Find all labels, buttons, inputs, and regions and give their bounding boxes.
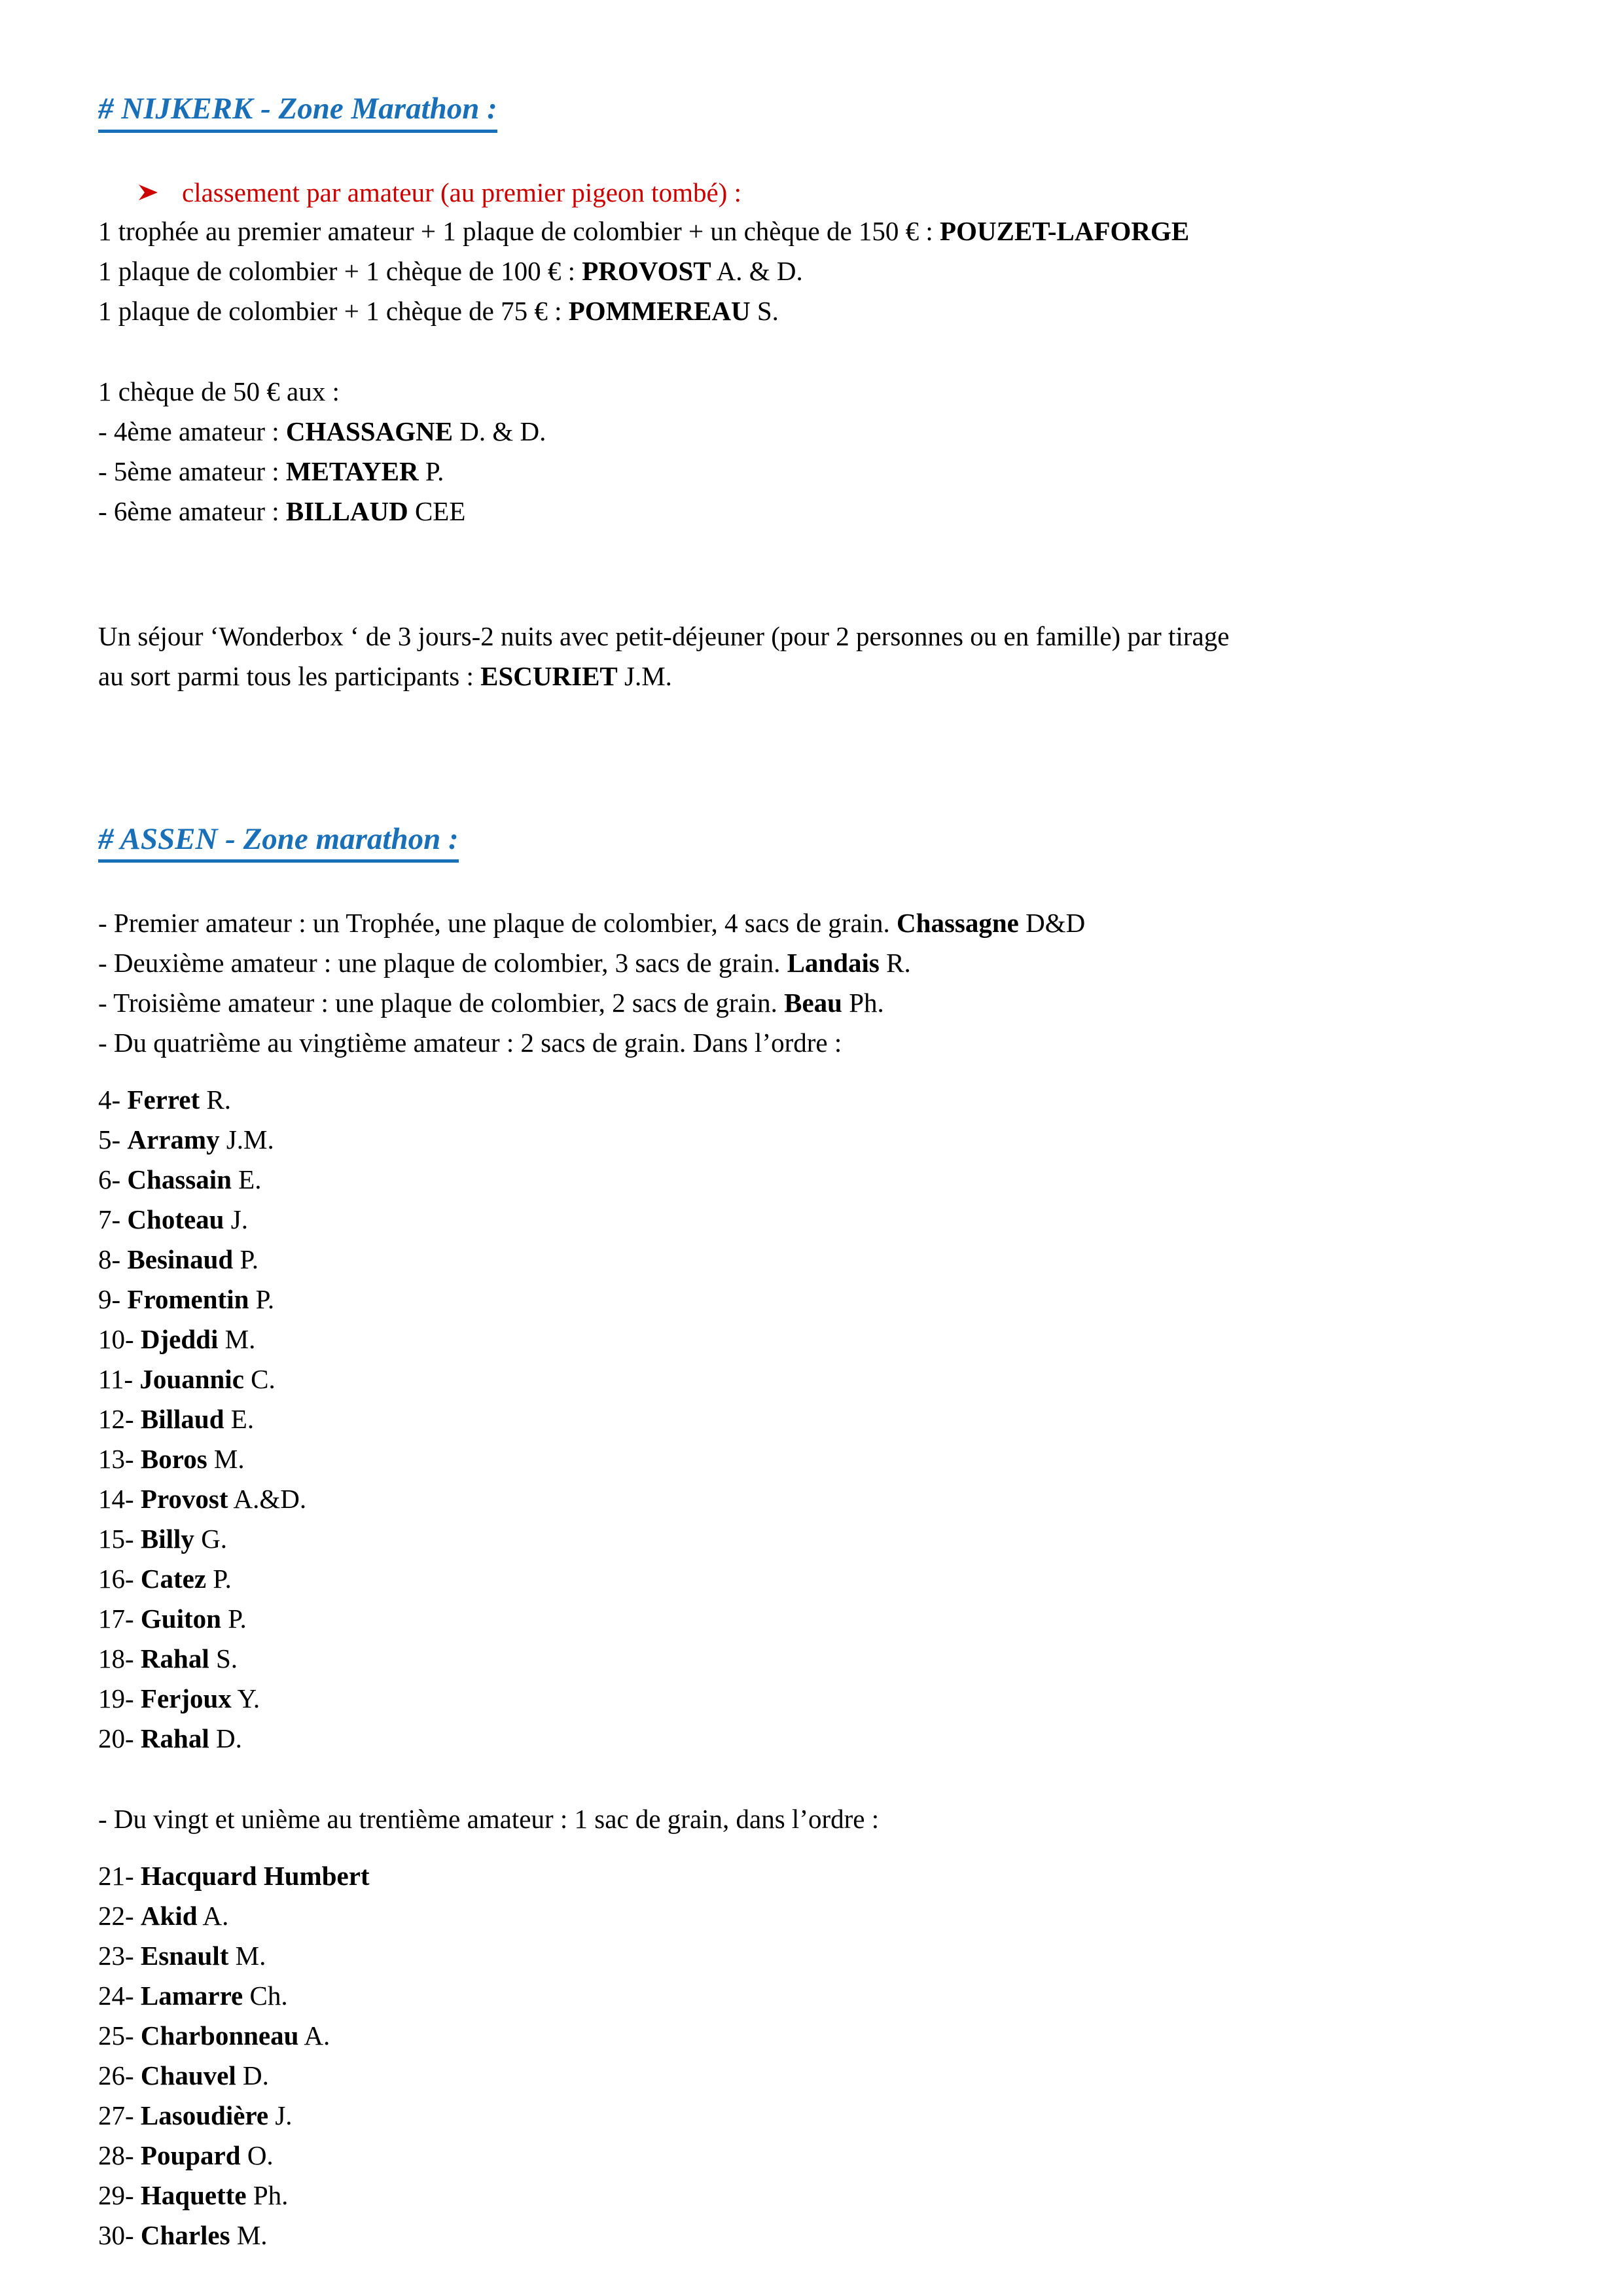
podium-winner-name: Beau (784, 988, 842, 1018)
assen-range-21-30-intro: - Du vingt et unième au trentième amateur : 1 sac de grain, dans l’ordre : (98, 1804, 880, 1835)
wonderbox-paragraph (98, 617, 1525, 696)
rank-initials: P. (249, 1284, 275, 1315)
rank-name: Hacquard Humbert (140, 1861, 370, 1892)
rank-number: 25- (98, 2020, 141, 2051)
prize-winner-initials: A. & D. (711, 255, 803, 286)
list-item (98, 2136, 1525, 2176)
list-item (98, 2056, 1525, 2096)
prize-winner-name: PROVOST (582, 255, 711, 286)
rank-initials: E. (224, 1404, 255, 1435)
wonderbox-line-2-prefix: au sort parmi tous les participants : (98, 660, 481, 691)
rank-initials: D. (209, 1723, 242, 1754)
list-item (98, 1936, 1525, 1976)
rank-number: 14- (98, 1484, 141, 1515)
list-item (98, 2096, 1525, 2136)
prize-winner-initials: S. (750, 295, 779, 326)
podium-range-text: - Du quatrième au vingtième amateur : 2 sacs de grain. Dans l’ordre : (98, 1028, 842, 1058)
list-item (98, 1559, 1525, 1599)
list-item (98, 1599, 1525, 1639)
list-item (98, 1976, 1525, 2016)
cheque-intro: 1 chèque de 50 € aux : (98, 376, 340, 406)
rank-name: Choteau (127, 1204, 224, 1235)
rank-number: 12- (98, 1404, 141, 1435)
cheque-row (98, 452, 1525, 492)
prize-row (98, 251, 1525, 291)
rank-number: 29- (98, 2180, 141, 2211)
rank-number: 9- (98, 1284, 128, 1315)
spacer (98, 1839, 1525, 1856)
rank-initials: E. (231, 1164, 262, 1195)
cheque-text: - 5ème amateur : (98, 456, 286, 486)
section-heading-nijkerk (98, 92, 1525, 133)
list-item (98, 1120, 1525, 1160)
list-item (98, 1399, 1525, 1439)
rank-initials: A.&D. (228, 1484, 307, 1515)
rank-initials: O. (240, 2140, 274, 2171)
arrow-bullet-icon (137, 173, 160, 201)
rank-initials: M. (230, 2220, 268, 2251)
prize-winner-name: POUZET-LAFORGE (940, 215, 1190, 246)
prize-row (98, 291, 1525, 331)
prize-winner-name: POMMEREAU (568, 295, 751, 326)
cheque-winner-initials: CEE (408, 495, 466, 526)
cheque-winner-initials: P. (418, 456, 444, 486)
rank-number: 22- (98, 1901, 141, 1931)
list-item (98, 1160, 1525, 1200)
rank-name: Lasoudière (140, 2100, 269, 2131)
list-item (98, 1479, 1525, 1519)
rank-name: Charles (140, 2220, 230, 2251)
list-item (98, 2176, 1525, 2215)
bullet-line-classement (98, 173, 1525, 211)
rank-initials: M. (218, 1324, 256, 1355)
list-item (98, 1080, 1525, 1120)
rank-initials: C. (243, 1364, 276, 1395)
rank-name: Haquette (140, 2180, 247, 2211)
rank-number: 27- (98, 2100, 141, 2131)
rank-number: 6- (98, 1164, 128, 1195)
list-item (98, 1439, 1525, 1479)
cheque-text: - 6ème amateur : (98, 495, 286, 526)
list-item (98, 1280, 1525, 1319)
rank-number: 18- (98, 1643, 141, 1674)
prize-row (98, 211, 1525, 251)
rank-number: 23- (98, 1941, 141, 1971)
list-item (98, 1200, 1525, 1240)
spacer (98, 1759, 1525, 1799)
rank-name: Esnault (140, 1941, 229, 1971)
rank-initials: S. (209, 1643, 238, 1674)
rank-name: Arramy (127, 1124, 220, 1155)
rank-number: 8- (98, 1244, 128, 1275)
rank-number: 7- (98, 1204, 128, 1235)
rank-initials: G. (194, 1524, 228, 1554)
podium-winner-name: Chassagne (897, 908, 1019, 939)
rank-initials: P. (221, 1604, 247, 1634)
section-heading-nijkerk-text: # NIJKERK - Zone Marathon : (98, 92, 497, 133)
wonderbox-winner-name: ESCURIET (480, 660, 618, 691)
list-item (98, 1319, 1525, 1359)
podium-winner-initials: R. (879, 948, 911, 978)
section-heading-assen-text: # ASSEN - Zone marathon : (98, 822, 459, 863)
cheque-row (98, 412, 1525, 452)
rank-name: Charbonneau (140, 2020, 299, 2051)
rank-initials: J. (224, 1204, 248, 1235)
list-item (98, 2016, 1525, 2056)
list-item (98, 2215, 1525, 2255)
list-item (98, 1719, 1525, 1759)
podium-row (98, 983, 1525, 1023)
rank-initials: D. (236, 2060, 269, 2091)
spacer (98, 696, 1525, 781)
rank-name: Akid (140, 1901, 198, 1931)
rank-initials: J. (268, 2100, 293, 2131)
rank-name: Poupard (140, 2140, 241, 2171)
rank-name: Provost (140, 1484, 228, 1515)
rank-number: 4- (98, 1085, 128, 1115)
rank-name: Lamarre (140, 1981, 243, 2011)
podium-text: - Premier amateur : un Trophée, une plaque de colombier, 4 sacs de grain. (98, 908, 897, 939)
list-item (98, 1359, 1525, 1399)
cheque-winner-name: CHASSAGNE (285, 416, 454, 446)
rank-number: 28- (98, 2140, 141, 2171)
rank-name: Fromentin (127, 1284, 249, 1315)
spacer (98, 863, 1525, 903)
nijkerk-cheque-list (98, 412, 1525, 531)
cheque-text: - 4ème amateur : (98, 416, 286, 446)
rank-initials: P. (206, 1564, 232, 1594)
rank-initials: A. (298, 2020, 330, 2051)
spacer (98, 133, 1525, 173)
rank-number: 17- (98, 1604, 141, 1634)
prize-text: 1 plaque de colombier + 1 chèque de 75 € : (98, 295, 569, 326)
rank-initials: Ch. (243, 1981, 288, 2011)
podium-winner-initials: D&D (1018, 908, 1086, 939)
podium-text: - Deuxième amateur : une plaque de colombier, 3 sacs de grain. (98, 948, 787, 978)
rank-initials: M. (207, 1444, 245, 1475)
cheque-winner-name: METAYER (285, 456, 419, 486)
list-item (98, 1896, 1525, 1936)
rank-name: Guiton (140, 1604, 221, 1634)
rank-number: 19- (98, 1683, 141, 1714)
rank-number: 10- (98, 1324, 141, 1355)
rank-initials: Ph. (246, 2180, 289, 2211)
list-item (98, 1856, 1525, 1896)
prize-text: 1 trophée au premier amateur + 1 plaque de colombier + un chèque de 150 € : (98, 215, 940, 246)
rank-number: 5- (98, 1124, 128, 1155)
rank-name: Rahal (140, 1723, 209, 1754)
rank-initials: M. (228, 1941, 266, 1971)
wonderbox-winner-initials: J.M. (617, 660, 672, 691)
cheque-winner-name: BILLAUD (285, 495, 408, 526)
podium-row-range (98, 1023, 1525, 1063)
podium-winner-initials: Ph. (842, 988, 884, 1018)
rank-name: Ferret (127, 1085, 200, 1115)
prize-text: 1 plaque de colombier + 1 chèque de 100 € : (98, 255, 582, 286)
rank-initials: J.M. (219, 1124, 274, 1155)
assen-rank-list-4-20 (98, 1080, 1525, 1759)
rank-name: Jouannic (139, 1364, 244, 1395)
rank-name: Besinaud (127, 1244, 234, 1275)
rank-name: Ferjoux (140, 1683, 232, 1714)
rank-initials: R. (200, 1085, 232, 1115)
list-item (98, 1679, 1525, 1719)
rank-number: 15- (98, 1524, 141, 1554)
spacer (98, 1063, 1525, 1080)
rank-number: 20- (98, 1723, 141, 1754)
rank-number: 24- (98, 1981, 141, 2011)
wonderbox-line-1: Un séjour ‘Wonderbox ‘ de 3 jours-2 nuits avec petit-déjeuner (pour 2 personnes ou en famille) par tirage (98, 620, 1230, 651)
rank-name: Catez (140, 1564, 207, 1594)
spacer (98, 331, 1525, 372)
section-heading-assen (98, 822, 1525, 863)
rank-name: Rahal (140, 1643, 209, 1674)
rank-number: 21- (98, 1861, 141, 1892)
podium-row (98, 943, 1525, 983)
bullet-line-text: classement par amateur (au premier pigeon tombé) : (182, 177, 741, 207)
podium-text: - Troisième amateur : une plaque de colombier, 2 sacs de grain. (98, 988, 785, 1018)
list-item (98, 1240, 1525, 1280)
rank-initials: A. (197, 1901, 229, 1931)
list-item (98, 1639, 1525, 1679)
nijkerk-prize-list (98, 211, 1525, 331)
rank-name: Billy (140, 1524, 194, 1554)
spacer (98, 531, 1525, 617)
rank-number: 11- (98, 1364, 140, 1395)
rank-initials: Y. (231, 1683, 260, 1714)
spacer (98, 781, 1525, 822)
list-item (98, 1519, 1525, 1559)
rank-number: 16- (98, 1564, 141, 1594)
rank-name: Chassain (127, 1164, 232, 1195)
podium-row (98, 903, 1525, 943)
rank-name: Djeddi (140, 1324, 219, 1355)
rank-name: Boros (140, 1444, 207, 1475)
assen-podium-list (98, 903, 1525, 1063)
rank-number: 30- (98, 2220, 141, 2251)
cheque-winner-initials: D. & D. (453, 416, 546, 446)
rank-name: Chauvel (140, 2060, 236, 2091)
rank-name: Billaud (140, 1404, 224, 1435)
podium-winner-name: Landais (787, 948, 880, 978)
assen-rank-list-21-30 (98, 1856, 1525, 2255)
rank-number: 26- (98, 2060, 141, 2091)
rank-initials: P. (233, 1244, 259, 1275)
cheque-row (98, 492, 1525, 531)
rank-number: 13- (98, 1444, 141, 1475)
